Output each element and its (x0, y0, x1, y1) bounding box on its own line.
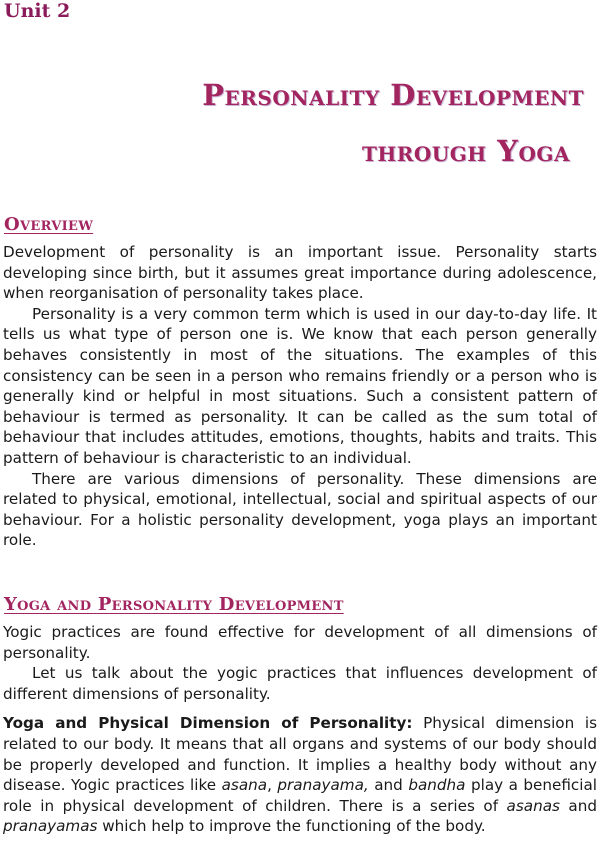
yoga-paragraph-2: Let us talk about the yogic practices that influences development of different dimensions of personality. (3, 664, 597, 703)
term-pranayamas: pranayamas (3, 817, 98, 836)
physical-dimension-label: Yoga and Physical Dimension of Personality: (3, 714, 413, 733)
chapter-title-line-2: through Yoga (361, 134, 570, 168)
physical-text-6: which help to improve the functioning of the body. (97, 817, 486, 836)
term-pranayama: pranayama, (277, 776, 369, 795)
physical-dimension-paragraph (3, 713, 597, 837)
physical-text-5: and (559, 796, 597, 815)
yoga-section-body (3, 622, 597, 837)
overview-paragraph-1: Development of personality is an important issue. Personality starts developing since birth, but it assumes great importance during adolescence, when reorganisation of personality takes place. (3, 243, 597, 303)
physical-text-3: and (368, 776, 409, 795)
term-asanas: asanas (506, 796, 560, 815)
yoga-section-heading: Yoga and Personality Development (4, 594, 344, 615)
physical-text-2: , (267, 776, 278, 795)
chapter-title-line-1: Personality Development (202, 78, 584, 112)
overview-paragraph-2: Personality is a very common term which is used in our day-to-day life. It tells us what type of person one is. We know that each person generally behaves consistently in most of the situations. The examples of this consistency can be seen in a person who remains friendly or a person who is generally kind or helpful in most situations. Such a consistent pattern of behaviour is termed as personality. It can be called as the sum total of behaviour that includes attitudes, emotions, thoughts, habits and traits. This pattern of behaviour is characteristic to an individual. (3, 304, 597, 467)
unit-label: Unit 2 (4, 0, 71, 22)
term-asana: asana (221, 776, 268, 795)
overview-body (3, 242, 597, 551)
overview-paragraph-3: There are various dimensions of personality. These dimensions are related to physical, emotional, intellectual, social and spiritual aspects of our behaviour. For a holistic personality development, yoga plays an important role. (3, 469, 597, 550)
overview-heading: Overview (4, 214, 94, 235)
yoga-paragraph-1: Yogic practices are found effective for development of all dimensions of personality. (3, 623, 597, 662)
physical-text-1: Physical dimension is related to our body. It means that all organs and systems of our body should be properly developed and function. It implies a healthy body without any disease. Yogic practices like (3, 714, 597, 795)
physical-text-4: play a beneficial role in physical development of children. There is a series of (3, 776, 598, 815)
term-bandha: bandha (408, 776, 466, 795)
